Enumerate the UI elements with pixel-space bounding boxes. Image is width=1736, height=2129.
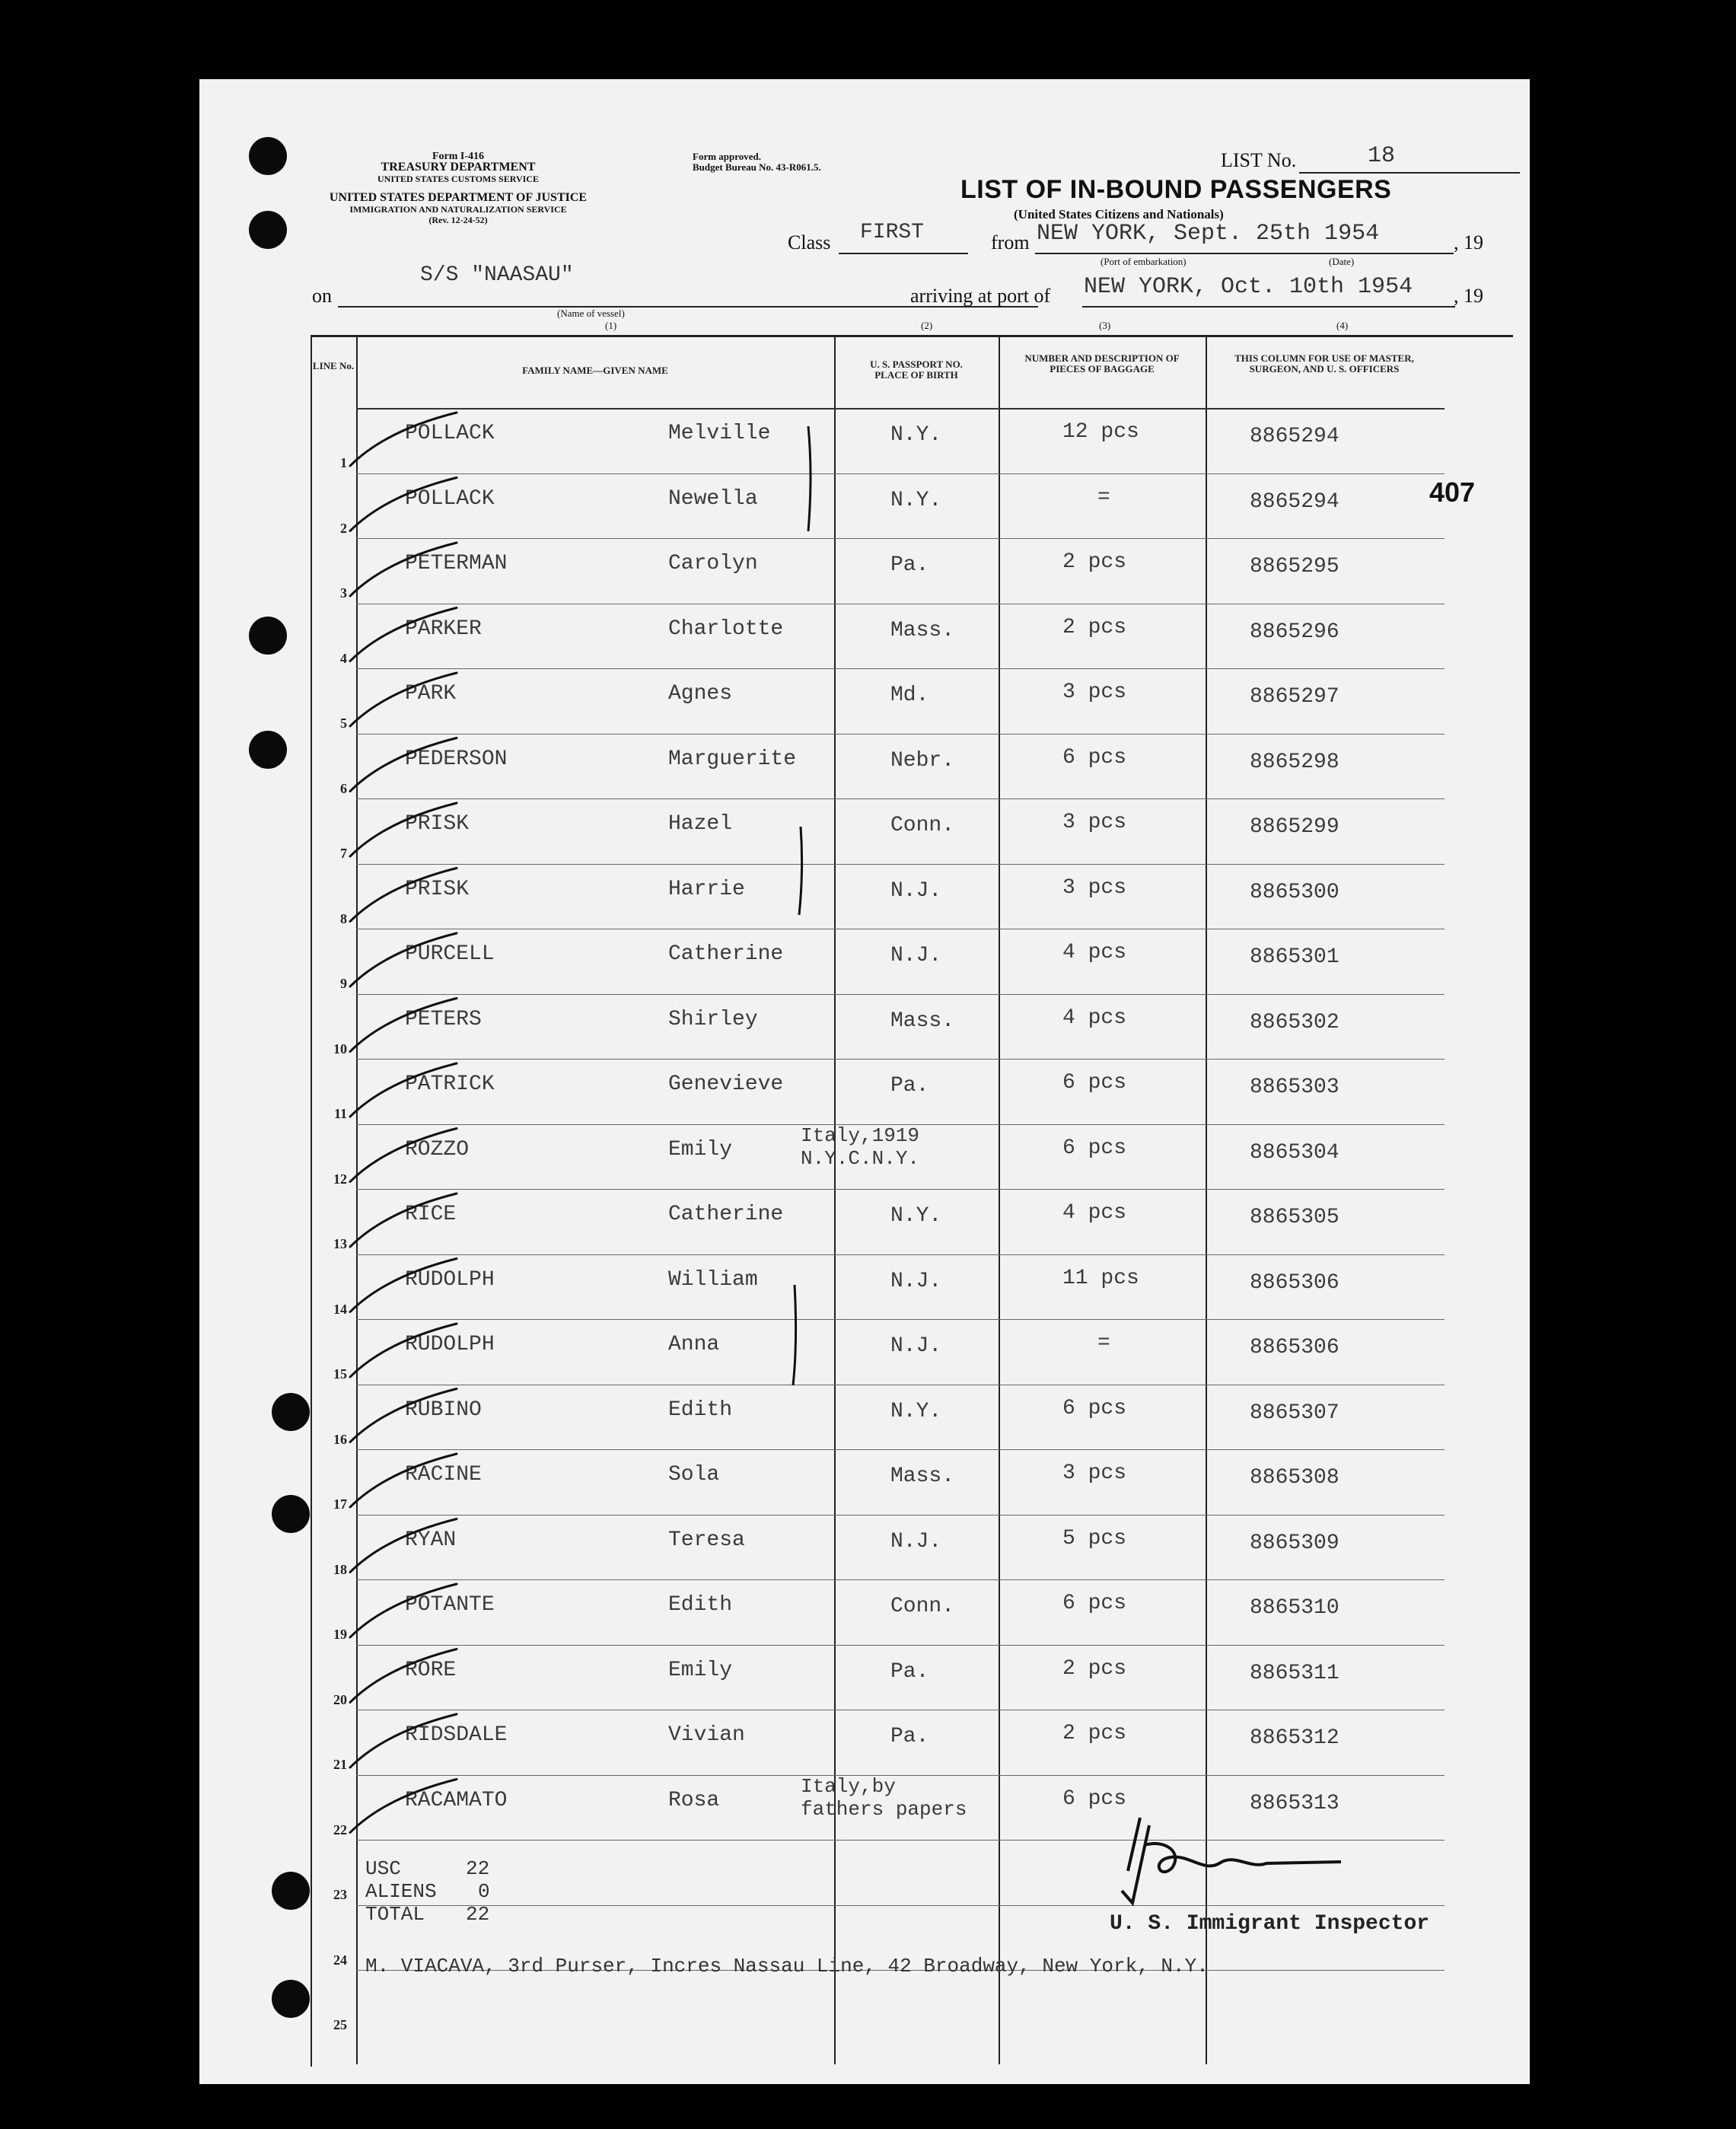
family-bracket bbox=[793, 1285, 796, 1385]
page-subtitle: (United States Citizens and Nationals) bbox=[1014, 207, 1224, 222]
officer-reference: 8865297 bbox=[1250, 685, 1339, 709]
officer-reference: 8865310 bbox=[1250, 1596, 1339, 1620]
officer-reference: 8865306 bbox=[1250, 1270, 1339, 1295]
birth-place: N.Y. bbox=[890, 1204, 942, 1228]
check-mark bbox=[350, 1714, 457, 1767]
line-number: 17 bbox=[333, 1496, 347, 1512]
line-number: 7 bbox=[340, 846, 347, 861]
check-mark bbox=[350, 933, 457, 986]
officer-reference: 8865294 bbox=[1250, 425, 1339, 448]
customs-service: UNITED STATES CUSTOMS SERVICE bbox=[377, 174, 539, 184]
line-number: 2 bbox=[340, 520, 347, 536]
officer-reference: 8865304 bbox=[1250, 1140, 1339, 1165]
family-name: POLLACK bbox=[405, 422, 495, 445]
line-number: 21 bbox=[333, 1757, 347, 1772]
birth-place: N.Y. bbox=[890, 423, 942, 447]
check-mark bbox=[350, 868, 457, 922]
check-mark bbox=[350, 413, 457, 466]
birth-place: N.J. bbox=[890, 1334, 942, 1358]
baggage-count: 3 pcs bbox=[1062, 680, 1127, 704]
officer-reference: 8865312 bbox=[1250, 1726, 1339, 1750]
class-label: Class bbox=[788, 231, 831, 253]
line-number: 1 bbox=[340, 455, 347, 470]
line-number: 19 bbox=[333, 1627, 347, 1642]
family-name: RACAMATO bbox=[405, 1788, 508, 1812]
col-number-3: (3) bbox=[1099, 320, 1111, 331]
given-name: Teresa bbox=[668, 1528, 745, 1552]
baggage-count: 3 pcs bbox=[1062, 811, 1127, 834]
given-name: Anna bbox=[668, 1333, 720, 1356]
list-no-label: LIST No. bbox=[1221, 149, 1297, 171]
check-mark bbox=[350, 478, 457, 531]
birth-place: Pa. bbox=[890, 1725, 929, 1748]
line-number: 12 bbox=[333, 1171, 347, 1187]
family-name: RUBINO bbox=[405, 1398, 482, 1422]
arriving-label: arriving at port of bbox=[910, 285, 1051, 307]
check-mark bbox=[350, 1259, 457, 1312]
birth-place: N.J. bbox=[890, 1529, 942, 1554]
line-number: 11 bbox=[333, 1106, 347, 1121]
line-number: 16 bbox=[333, 1431, 347, 1447]
aliens-label: ALIENS bbox=[365, 1880, 437, 1903]
given-name: Shirley bbox=[668, 1007, 758, 1031]
baggage-count: 6 pcs bbox=[1062, 1071, 1127, 1095]
family-name: PATRICK bbox=[405, 1072, 495, 1096]
line-number: 4 bbox=[340, 650, 347, 666]
family-name: PRISK bbox=[405, 812, 470, 836]
col-number-4: (4) bbox=[1336, 320, 1349, 331]
baggage-count: 11 pcs bbox=[1062, 1266, 1139, 1290]
total-label: TOTAL bbox=[365, 1903, 425, 1926]
treasury-dept: TREASURY DEPARTMENT bbox=[381, 161, 536, 174]
given-name: Melville bbox=[668, 422, 771, 445]
birth-place: Md. bbox=[890, 684, 929, 707]
check-mark bbox=[350, 999, 457, 1052]
col-number-1: (1) bbox=[605, 320, 617, 331]
given-name: Marguerite bbox=[668, 747, 797, 771]
col-header-line: LINE No. bbox=[312, 360, 355, 371]
col-header-officers: THIS COLUMN FOR USE OF MASTER, SURGEON, AND U. S. OFFICERS bbox=[1234, 352, 1414, 374]
given-name: Catherine bbox=[668, 942, 784, 966]
aliens-count: 0 bbox=[478, 1880, 490, 1903]
col-header-name: FAMILY NAME—GIVEN NAME bbox=[522, 365, 668, 376]
baggage-count: 4 pcs bbox=[1062, 941, 1127, 964]
line-number: 25 bbox=[333, 2017, 347, 2032]
check-mark bbox=[350, 1389, 457, 1442]
officer-reference: 8865294 bbox=[1250, 489, 1339, 514]
check-mark bbox=[350, 1454, 457, 1507]
arriving-value: NEW YORK, Oct. 10th 1954 bbox=[1084, 274, 1413, 300]
form-approved: Form approved. bbox=[693, 151, 762, 162]
line-number: 8 bbox=[340, 910, 347, 926]
line-number: 3 bbox=[340, 585, 347, 601]
officer-reference: 8865298 bbox=[1250, 750, 1339, 774]
line-number: 9 bbox=[340, 976, 347, 991]
officer-reference: 8865311 bbox=[1250, 1661, 1339, 1685]
birth-place: Mass. bbox=[890, 618, 955, 642]
line-number: 20 bbox=[333, 1691, 347, 1707]
inspector-signature bbox=[1122, 1818, 1341, 1903]
officer-reference: 8865295 bbox=[1250, 555, 1339, 578]
line-number: 5 bbox=[340, 716, 347, 731]
vessel-label: (Name of vessel) bbox=[557, 308, 625, 319]
revision: (Rev. 12-24-52) bbox=[428, 215, 488, 225]
list-no-value: 18 bbox=[1368, 143, 1396, 169]
birth-place: Pa. bbox=[890, 553, 929, 577]
baggage-count: 6 pcs bbox=[1062, 745, 1127, 770]
baggage-count: 4 pcs bbox=[1062, 1201, 1127, 1225]
line-number: 23 bbox=[333, 1887, 347, 1902]
baggage-count: 2 pcs bbox=[1062, 1722, 1127, 1745]
family-name: RUDOLPH bbox=[405, 1333, 495, 1356]
year-suffix-1: , 19 bbox=[1454, 231, 1483, 253]
officer-reference: 8865306 bbox=[1250, 1336, 1339, 1359]
line-number: 15 bbox=[333, 1366, 347, 1382]
justice-dept: UNITED STATES DEPARTMENT OF JUSTICE bbox=[329, 191, 588, 204]
officer-reference: 8865300 bbox=[1250, 880, 1339, 904]
col-header-baggage: NUMBER AND DESCRIPTION OF PIECES OF BAGGAGE bbox=[1024, 352, 1180, 374]
baggage-count: 12 pcs bbox=[1062, 420, 1139, 444]
baggage-count: 6 pcs bbox=[1062, 1136, 1127, 1160]
given-name: Genevieve bbox=[668, 1072, 784, 1096]
check-mark bbox=[350, 1649, 457, 1703]
usc-count: 22 bbox=[466, 1857, 490, 1880]
given-name: Hazel bbox=[668, 812, 733, 836]
family-bracket bbox=[808, 426, 811, 531]
officer-reference: 8865301 bbox=[1250, 945, 1339, 969]
check-mark bbox=[350, 1194, 457, 1247]
family-name: PARKER bbox=[405, 617, 482, 641]
family-name: RUDOLPH bbox=[405, 1267, 495, 1292]
birth-place: N.J. bbox=[890, 1269, 942, 1293]
col-number-2: (2) bbox=[921, 320, 933, 331]
line-number: 6 bbox=[340, 780, 347, 796]
line-number: 14 bbox=[333, 1301, 347, 1317]
check-mark bbox=[350, 738, 457, 792]
family-name: RICE bbox=[405, 1203, 457, 1226]
family-name: RIDSDALE bbox=[405, 1723, 508, 1747]
birth-place: Conn. bbox=[890, 814, 955, 837]
line-number: 18 bbox=[333, 1561, 347, 1577]
birth-place: N.J. bbox=[890, 878, 942, 903]
given-name: Edith bbox=[668, 1398, 733, 1422]
on-label: on bbox=[312, 285, 332, 307]
check-mark bbox=[350, 803, 457, 856]
family-name: RYAN bbox=[405, 1528, 457, 1552]
officer-reference: 8865296 bbox=[1250, 620, 1339, 644]
check-mark bbox=[350, 1129, 457, 1182]
date-label: (Date) bbox=[1329, 256, 1355, 267]
manifest-page bbox=[199, 79, 1530, 2084]
baggage-count: 2 pcs bbox=[1062, 550, 1127, 574]
family-name: RORE bbox=[405, 1658, 457, 1682]
budget-bureau: Budget Bureau No. 43-R061.5. bbox=[693, 161, 821, 173]
family-name: POLLACK bbox=[405, 486, 495, 511]
birth-place: Conn. bbox=[890, 1595, 955, 1618]
baggage-count: 5 pcs bbox=[1062, 1526, 1127, 1551]
baggage-count: 2 pcs bbox=[1062, 615, 1127, 639]
baggage-count: 4 pcs bbox=[1062, 1006, 1127, 1030]
officer-reference: 8865303 bbox=[1250, 1076, 1339, 1099]
port-embark-label: (Port of embarkation) bbox=[1101, 256, 1187, 267]
officer-reference: 8865308 bbox=[1250, 1466, 1339, 1490]
family-name: PETERS bbox=[405, 1007, 482, 1031]
birth-place: Mass. bbox=[890, 1009, 955, 1033]
vessel-name: S/S "NAASAU" bbox=[420, 263, 574, 287]
baggage-count: 6 pcs bbox=[1062, 1786, 1127, 1811]
baggage-count: 3 pcs bbox=[1062, 1461, 1127, 1485]
family-name: PETERMAN bbox=[405, 552, 508, 575]
birth-place: Pa. bbox=[890, 1074, 929, 1098]
from-label: from bbox=[991, 231, 1030, 253]
total-count: 22 bbox=[466, 1903, 490, 1926]
birth-place: N.J. bbox=[890, 944, 942, 967]
family-name: PEDERSON bbox=[405, 747, 508, 771]
handwritten-marks bbox=[199, 79, 1530, 2084]
family-name: PRISK bbox=[405, 877, 470, 901]
ins-service: IMMIGRATION AND NATURALIZATION SERVICE bbox=[349, 204, 567, 215]
baggage-count: 2 pcs bbox=[1062, 1656, 1127, 1681]
family-bracket bbox=[799, 827, 802, 915]
given-name: Emily bbox=[668, 1137, 733, 1162]
birth-place: N.Y. bbox=[890, 488, 942, 512]
family-name: PARK bbox=[405, 682, 457, 706]
given-name: Edith bbox=[668, 1593, 733, 1617]
page-title: LIST OF IN-BOUND PASSENGERS bbox=[960, 175, 1392, 204]
usc-label: USC bbox=[365, 1857, 401, 1880]
check-mark bbox=[350, 1780, 457, 1833]
baggage-count: 6 pcs bbox=[1062, 1396, 1127, 1420]
form-number: Form I-416 bbox=[432, 151, 485, 162]
given-name: Charlotte bbox=[668, 617, 784, 641]
from-value: NEW YORK, Sept. 25th 1954 bbox=[1037, 221, 1380, 247]
officer-reference: 8865309 bbox=[1250, 1531, 1339, 1555]
birth-place: Italy,1919 N.Y.C.N.Y. bbox=[801, 1123, 920, 1170]
family-name: RACINE bbox=[405, 1463, 482, 1487]
officer-reference: 8865313 bbox=[1250, 1791, 1339, 1815]
given-name: Harrie bbox=[668, 877, 745, 901]
birth-place: N.Y. bbox=[890, 1399, 942, 1423]
year-suffix-2: , 19 bbox=[1454, 285, 1483, 307]
birth-place: Nebr. bbox=[890, 748, 955, 773]
given-name: Vivian bbox=[668, 1723, 745, 1747]
officer-reference: 8865307 bbox=[1250, 1401, 1339, 1425]
given-name: Rosa bbox=[668, 1788, 720, 1812]
given-name: Emily bbox=[668, 1658, 733, 1682]
given-name: Newella bbox=[668, 486, 758, 511]
line-number: 22 bbox=[333, 1821, 347, 1837]
check-mark bbox=[350, 1584, 457, 1637]
line-number: 10 bbox=[333, 1041, 347, 1057]
birth-place: Italy,by fathers papers bbox=[801, 1774, 967, 1821]
baggage-count: 3 pcs bbox=[1062, 875, 1127, 900]
given-name: Sola bbox=[668, 1463, 720, 1487]
family-name: ROZZO bbox=[405, 1137, 470, 1162]
given-name: William bbox=[668, 1267, 758, 1292]
officer-reference: 8865305 bbox=[1250, 1206, 1339, 1229]
given-name: Carolyn bbox=[668, 552, 758, 575]
given-name: Agnes bbox=[668, 682, 733, 706]
check-mark bbox=[350, 1063, 457, 1117]
given-name: Catherine bbox=[668, 1203, 784, 1226]
officer-reference: 8865302 bbox=[1250, 1010, 1339, 1034]
check-mark bbox=[350, 673, 457, 726]
line-number: 13 bbox=[333, 1236, 347, 1251]
check-mark bbox=[350, 543, 457, 596]
family-name: POTANTE bbox=[405, 1593, 495, 1617]
check-mark bbox=[350, 608, 457, 661]
birth-place: Pa. bbox=[890, 1659, 929, 1684]
check-mark bbox=[350, 1324, 457, 1377]
baggage-count: 6 pcs bbox=[1062, 1592, 1127, 1615]
col-header-passport: U. S. PASSPORT NO. PLACE OF BIRTH bbox=[870, 359, 963, 381]
birth-place: Mass. bbox=[890, 1464, 955, 1488]
baggage-count: = bbox=[1097, 1331, 1110, 1355]
family-name: PURCELL bbox=[405, 942, 495, 966]
annotation-407: 407 bbox=[1429, 476, 1476, 508]
officer-reference: 8865299 bbox=[1250, 815, 1339, 839]
class-value: FIRST bbox=[860, 221, 925, 244]
inspector-label: U. S. Immigrant Inspector bbox=[1110, 1912, 1430, 1936]
baggage-count: = bbox=[1097, 485, 1110, 509]
check-mark bbox=[350, 1519, 457, 1573]
line-number: 24 bbox=[333, 1952, 347, 1968]
purser-line: M. VIACAVA, 3rd Purser, Incres Nassau Line, 42 Broadway, New York, N.Y. bbox=[365, 1955, 1209, 1978]
